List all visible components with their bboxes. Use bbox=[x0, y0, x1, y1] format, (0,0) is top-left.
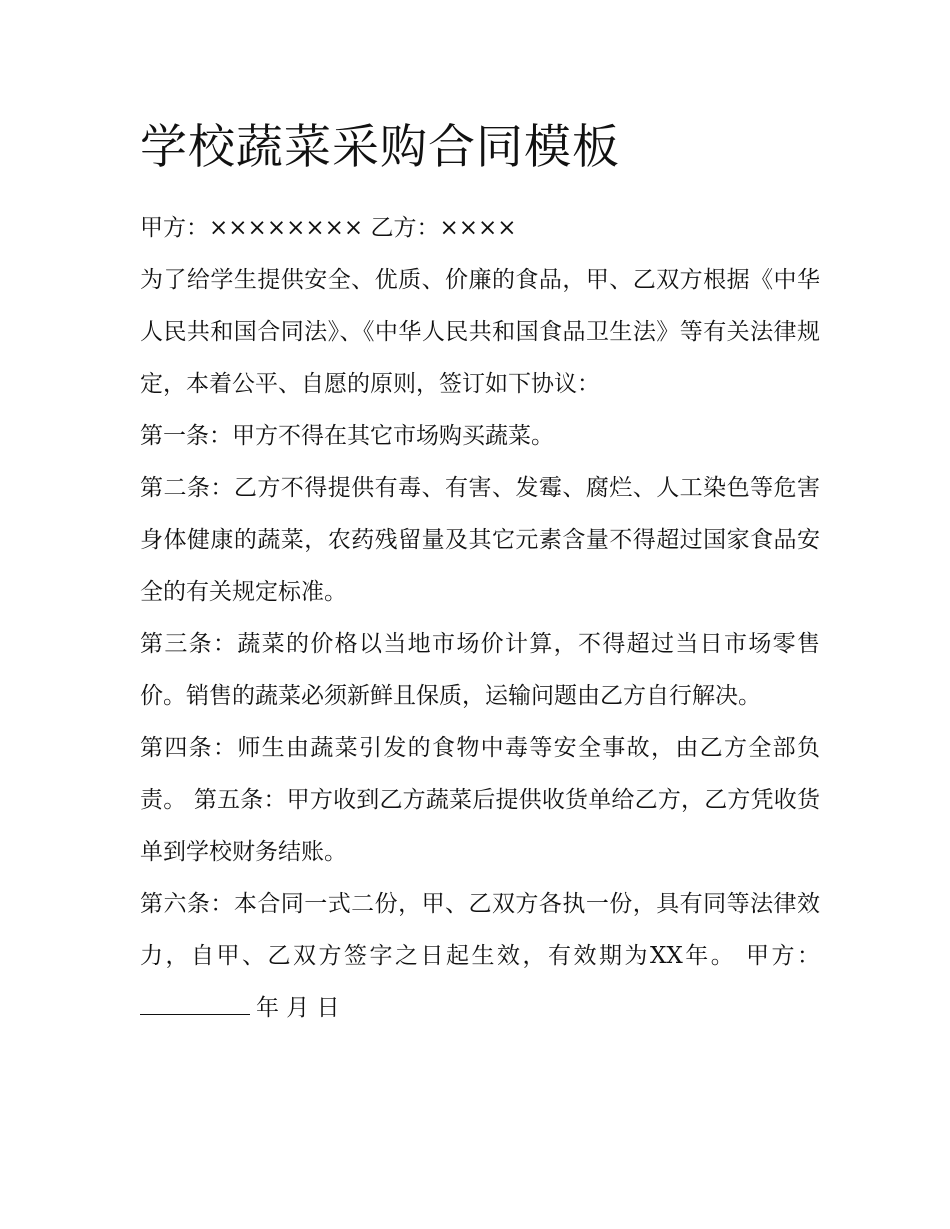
intro-paragraph: 为了给学生提供安全、优质、价廉的食品，甲、乙双方根据《中华人民共和国合同法》、《中华人民共和国食品卫生法》等有关法律规定，本着公平、自愿的原则，签订如下协议： bbox=[140, 267, 820, 397]
article-2: 第二条：乙方不得提供有毒、有害、发霉、腐烂、人工染色等危害身体健康的蔬菜，农药残留量及其它元素含量不得超过国家食品安全的有关规定标准。 bbox=[140, 475, 820, 605]
article-6 bbox=[140, 878, 820, 1034]
document-page bbox=[140, 116, 820, 1034]
article-1: 第一条：甲方不得在其它市场购买蔬菜。 bbox=[140, 423, 554, 449]
parties-line: 甲方：×××××××× 乙方：×××× bbox=[140, 215, 517, 241]
article-4-5: 第四条：师生由蔬菜引发的食物中毒等安全事故，由乙方全部负责。 第五条：甲方收到乙方蔬菜后提供收货单给乙方，乙方凭收货单到学校财务结账。 bbox=[140, 735, 820, 865]
article-3: 第三条：蔬菜的价格以当地市场价计算，不得超过当日市场零售价。销售的蔬菜必须新鲜且保质，运输问题由乙方自行解决。 bbox=[140, 631, 820, 709]
document-title: 学校蔬菜采购合同模板 bbox=[140, 120, 620, 175]
date-label: 年 月 日 bbox=[256, 995, 340, 1021]
signature-blank bbox=[140, 990, 250, 1015]
article-6-text: 第六条：本合同一式二份，甲、乙双方各执一份，具有同等法律效力，自甲、乙双方签字之日起生效，有效期为XX年。 甲方： bbox=[140, 891, 820, 969]
